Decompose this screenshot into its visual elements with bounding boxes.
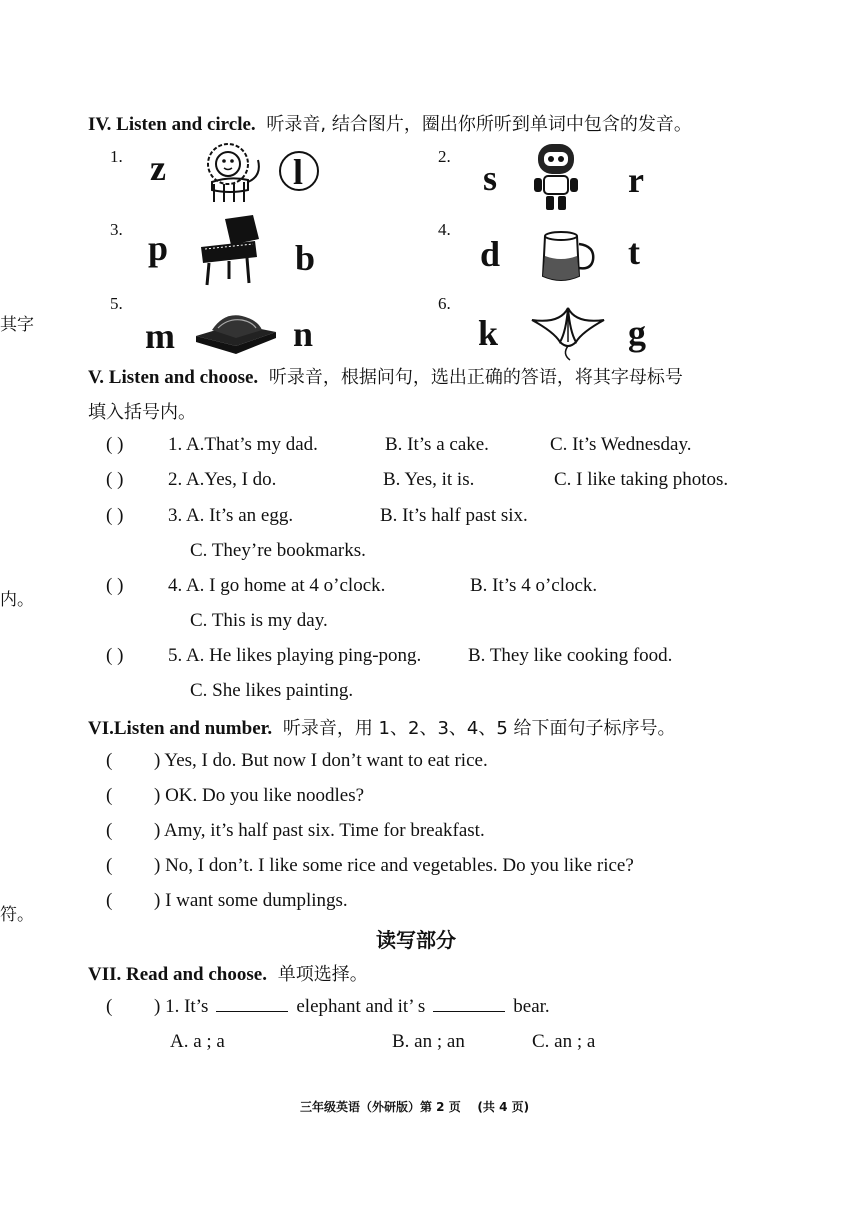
option-a: 1. A.That’s my dad. xyxy=(168,434,318,455)
number-bracket[interactable]: ( xyxy=(106,750,113,771)
option-c: C. It’s Wednesday. xyxy=(550,434,692,455)
letter-option[interactable]: b xyxy=(295,238,316,278)
section-heading-en: IV. Listen and circle. xyxy=(88,114,256,135)
section-heading-zh: 单项选择。 xyxy=(277,964,368,985)
option-c: C. an ; a xyxy=(532,1031,596,1052)
section-v-heading xyxy=(88,363,683,389)
dialogue-line: ) I want some dumplings. xyxy=(154,890,348,911)
option-a: 3. A. It’s an egg. xyxy=(168,505,294,526)
robot-icon xyxy=(528,140,584,212)
item-number: 1. xyxy=(110,147,123,166)
number-bracket[interactable]: ( xyxy=(106,785,113,806)
dialogue-line: ) No, I don’t. I like some rice and vegetables. Do you like rice? xyxy=(154,855,634,876)
dialogue-line: ) OK. Do you like noodles? xyxy=(154,785,365,806)
option-a: A. a ; a xyxy=(170,1031,225,1052)
option-b: B. Yes, it is. xyxy=(383,469,475,490)
kite-icon xyxy=(530,302,606,362)
margin-fragment: 符。 xyxy=(0,905,34,925)
letter-option[interactable]: s xyxy=(483,158,498,198)
letter-option[interactable]: r xyxy=(628,160,644,200)
question-mid: elephant and it’ s xyxy=(296,996,426,1017)
letter-option[interactable]: g xyxy=(628,313,646,353)
option-b: B. an ; an xyxy=(392,1031,465,1052)
item-number: 3. xyxy=(110,220,123,239)
number-bracket[interactable]: ( xyxy=(106,890,113,911)
letter-option[interactable]: d xyxy=(480,234,501,274)
dialogue-line: ) Yes, I do. But now I don’t want to eat rice. xyxy=(154,750,488,771)
margin-fragment: 其字 xyxy=(0,315,34,335)
section-heading-zh-cont: 填入括号内。 xyxy=(88,402,196,423)
item-number: 2. xyxy=(438,147,451,166)
letter-option[interactable]: t xyxy=(628,232,640,272)
part-title: 读写部分 xyxy=(376,928,456,952)
question-start: ) 1. It’s xyxy=(154,996,209,1017)
section-heading-zh: 听录音，用 1、2、3、4、5 给下面句子标序号。 xyxy=(282,718,676,739)
letter-option[interactable]: p xyxy=(148,228,169,268)
section-heading-en: VI.Listen and number. xyxy=(88,718,273,739)
lion-icon xyxy=(200,140,266,206)
letter-option[interactable]: l xyxy=(293,152,304,192)
answer-bracket[interactable]: ( xyxy=(106,996,113,1017)
jar-icon xyxy=(537,228,599,286)
answer-bracket[interactable]: ( ) xyxy=(106,434,124,455)
letter-option[interactable]: z xyxy=(150,148,166,188)
item-number: 5. xyxy=(110,294,123,313)
option-c: C. I like taking photos. xyxy=(554,469,729,490)
option-c: C. They’re bookmarks. xyxy=(190,540,366,561)
option-b: B. It’s half past six. xyxy=(380,505,528,526)
fill-blank[interactable] xyxy=(216,997,288,1012)
section-heading-zh: 听录音，根据问句，选出正确的答语，将其字母标号 xyxy=(268,367,683,388)
option-a: 5. A. He likes playing ping-pong. xyxy=(168,645,422,666)
option-b: B. They like cooking food. xyxy=(468,645,673,666)
option-a: 4. A. I go home at 4 o’clock. xyxy=(168,575,386,596)
page-footer: 三年级英语（外研版）第 2 页 (共 4 页) xyxy=(300,1100,530,1114)
answer-bracket[interactable]: ( ) xyxy=(106,505,124,526)
item-number: 6. xyxy=(438,294,451,313)
option-a: 2. A.Yes, I do. xyxy=(168,469,277,490)
letter-option[interactable]: k xyxy=(478,313,499,353)
answer-bracket[interactable]: ( ) xyxy=(106,645,124,666)
section-vii-heading xyxy=(88,960,368,986)
item-number: 4. xyxy=(438,220,451,239)
option-c: C. She likes painting. xyxy=(190,680,354,701)
number-bracket[interactable]: ( xyxy=(106,855,113,876)
question-end: bear. xyxy=(513,996,550,1017)
option-b: B. It’s a cake. xyxy=(385,434,489,455)
question-line xyxy=(154,996,550,1018)
letter-option[interactable]: m xyxy=(145,316,175,356)
option-b: B. It’s 4 o’clock. xyxy=(470,575,598,596)
letter-option[interactable]: n xyxy=(293,314,314,354)
fill-blank[interactable] xyxy=(433,997,505,1012)
section-heading-en: V. Listen and choose. xyxy=(88,367,259,388)
section-heading-en: VII. Read and choose. xyxy=(88,964,267,985)
section-heading-zh: 听录音, 结合图片，圈出你所听到单词中包含的发音。 xyxy=(266,114,692,135)
section-vi-heading xyxy=(88,714,676,740)
answer-bracket[interactable]: ( ) xyxy=(106,469,124,490)
answer-bracket[interactable]: ( ) xyxy=(106,575,124,596)
mat-icon xyxy=(192,306,280,358)
margin-fragment: 内。 xyxy=(0,590,34,610)
option-c: C. This is my day. xyxy=(190,610,328,631)
dialogue-line: ) Amy, it’s half past six. Time for breakfast. xyxy=(154,820,485,841)
section-iv-heading xyxy=(88,110,692,136)
number-bracket[interactable]: ( xyxy=(106,820,113,841)
piano-icon xyxy=(195,213,265,289)
